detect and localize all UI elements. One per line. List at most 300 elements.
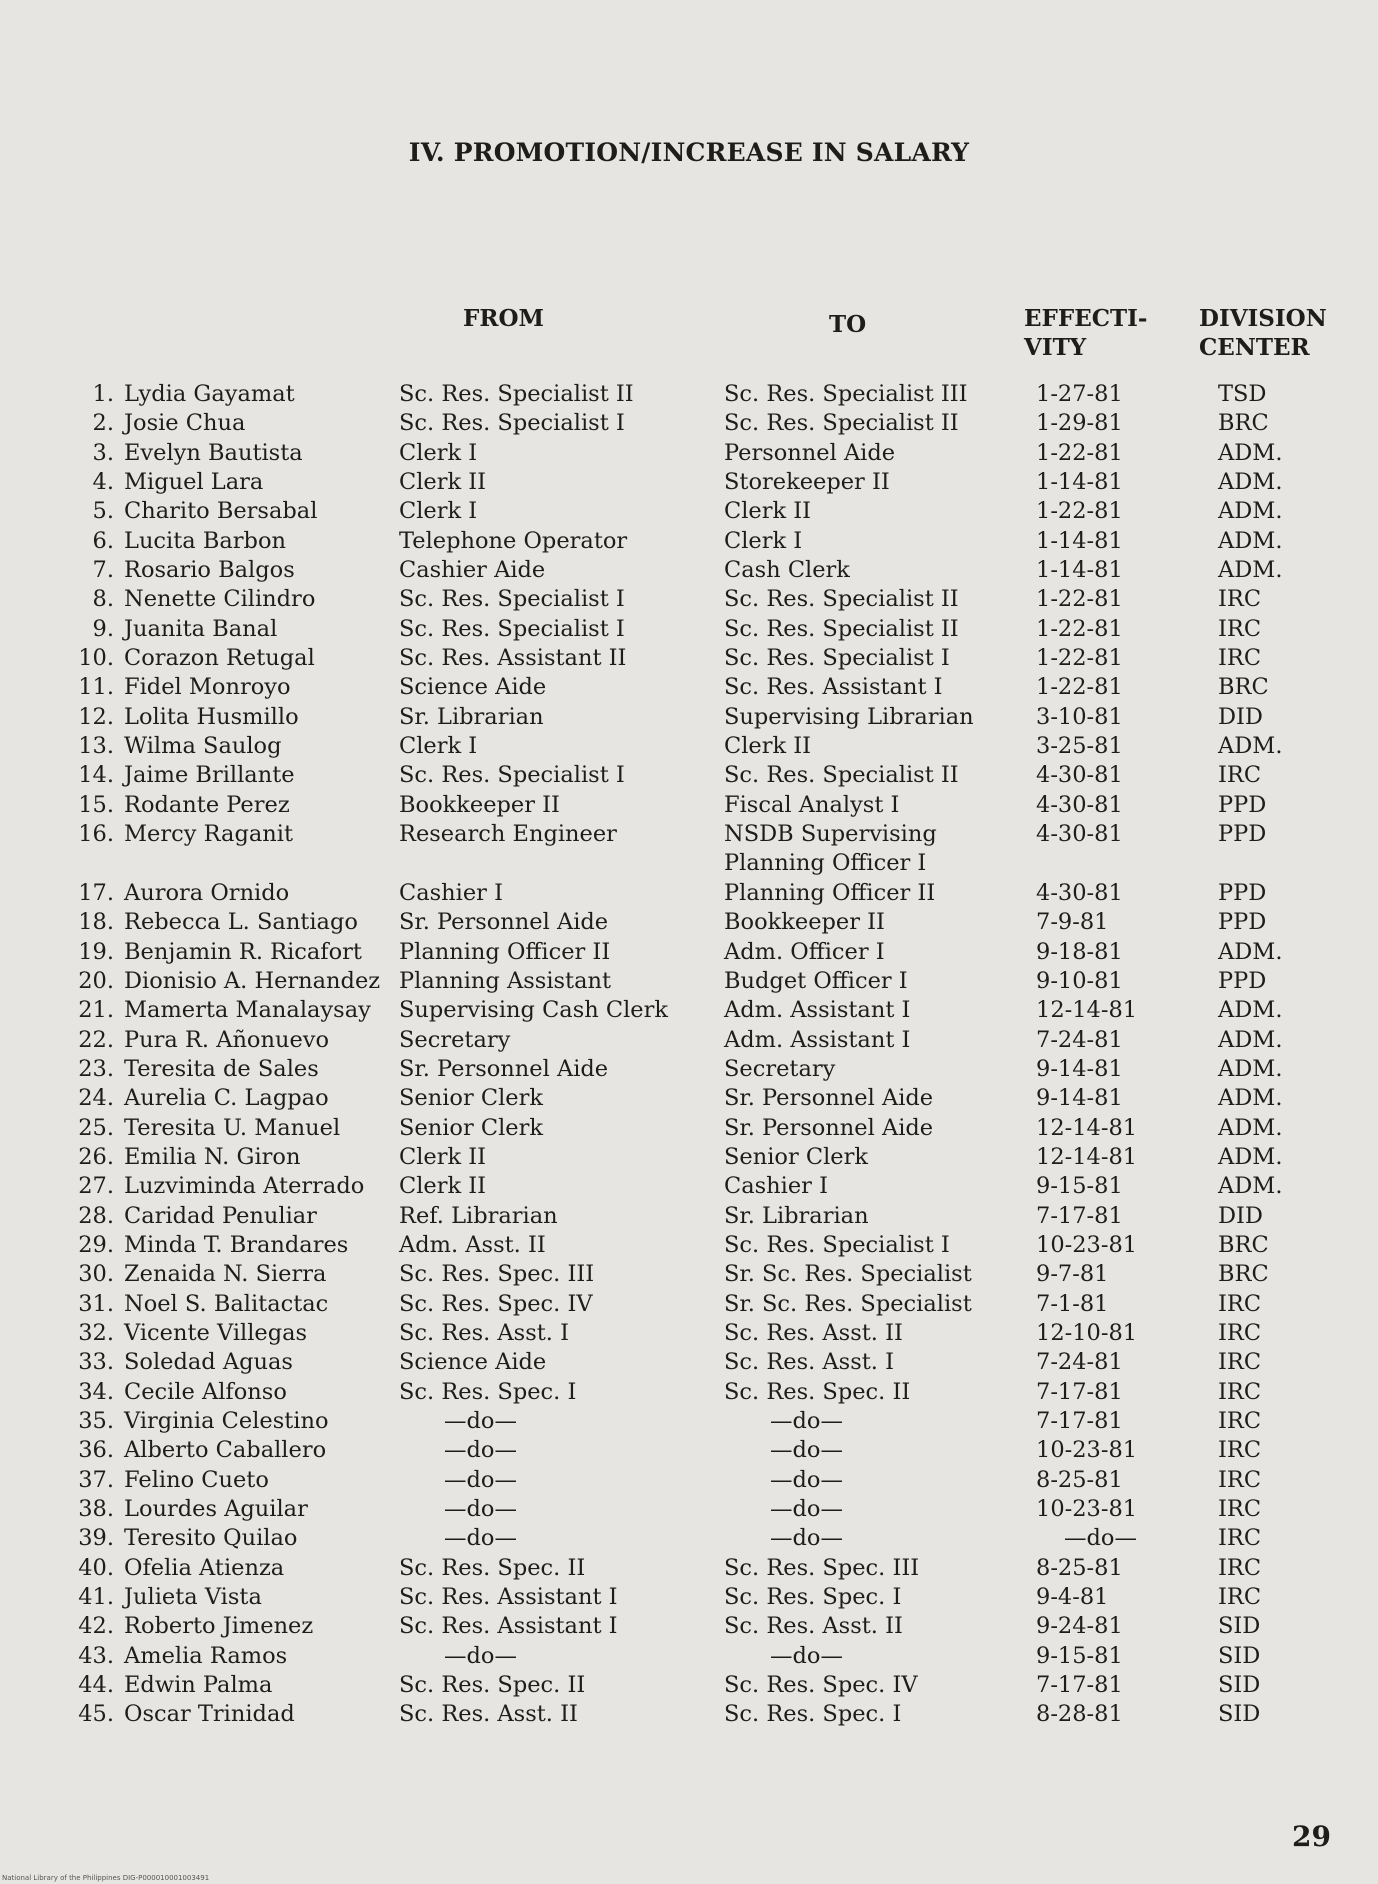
from-position: Sc. Res. Assistant I: [399, 1584, 618, 1611]
row-number: 37.: [78, 1466, 114, 1493]
employee-name: Rosario Balgos: [124, 557, 295, 584]
from-position: —do—: [444, 1525, 517, 1552]
table-row: [0, 1026, 1378, 1055]
effectivity-date: 4-30-81: [1036, 821, 1123, 848]
table-row: [0, 820, 1378, 879]
from-position: Clerk I: [399, 733, 478, 760]
table-row: [0, 1231, 1378, 1260]
to-position: Sr. Librarian: [724, 1202, 869, 1229]
employee-name: Benjamin R. Ricafort: [124, 938, 362, 965]
division-center: PPD: [1218, 909, 1267, 936]
from-position: Supervising Cash Clerk: [399, 997, 669, 1024]
to-position: Secretary: [724, 1055, 836, 1082]
effectivity-date: 7-1-81: [1036, 1290, 1109, 1317]
effectivity-date: 9-15-81: [1036, 1642, 1123, 1669]
column-header-division-line2: CENTER: [1199, 334, 1310, 361]
row-number: 14.: [78, 762, 114, 789]
row-number: 23.: [78, 1055, 114, 1082]
column-header-effectivity: [1024, 304, 1147, 362]
division-center: ADM.: [1218, 1055, 1283, 1082]
employee-name: Juanita Banal: [124, 615, 278, 642]
from-position: Clerk II: [399, 469, 487, 496]
table-row: [0, 1495, 1378, 1524]
from-position: Sc. Res. Asst. II: [399, 1701, 578, 1728]
column-header-effectivity-line1: EFFECTI-: [1024, 305, 1148, 332]
table-row: [0, 556, 1378, 585]
division-center: BRC: [1218, 1261, 1269, 1288]
division-center: IRC: [1218, 1466, 1262, 1493]
employee-name: Dionisio A. Hernandez: [124, 967, 381, 994]
table-row: [0, 1348, 1378, 1377]
employee-name: Lydia Gayamat: [124, 381, 295, 407]
table-row: [0, 1202, 1378, 1231]
division-center: ADM.: [1218, 557, 1283, 584]
from-position: Sc. Res. Spec. I: [399, 1378, 577, 1405]
table-row: [0, 1055, 1378, 1084]
division-center: IRC: [1218, 1496, 1262, 1523]
to-position: Sr. Sc. Res. Specialist: [724, 1261, 972, 1288]
effectivity-date: 1-14-81: [1036, 557, 1123, 584]
effectivity-date: 12-14-81: [1036, 1143, 1138, 1170]
table-row: [0, 732, 1378, 761]
to-position: —do—: [770, 1642, 843, 1669]
to-position: Sc. Res. Specialist I: [724, 1231, 950, 1258]
effectivity-date: 1-14-81: [1036, 527, 1123, 554]
division-center: SID: [1218, 1613, 1261, 1640]
effectivity-date: 3-10-81: [1036, 703, 1123, 730]
division-center: SID: [1218, 1672, 1261, 1699]
to-position: Sc. Res. Spec. I: [724, 1584, 902, 1611]
effectivity-date: 7-17-81: [1036, 1202, 1123, 1229]
row-number: 21.: [78, 997, 114, 1024]
row-number: 7.: [92, 557, 114, 584]
employee-name: Soledad Aguas: [124, 1349, 293, 1376]
effectivity-date: 7-17-81: [1036, 1378, 1123, 1405]
row-number: 17.: [78, 879, 114, 906]
from-position: Cashier I: [399, 879, 503, 906]
from-position: Sc. Res. Specialist I: [399, 615, 625, 642]
column-header-to: TO: [829, 311, 867, 338]
table-row: [0, 791, 1378, 820]
from-position: —do—: [444, 1496, 517, 1523]
to-position: Clerk II: [724, 733, 812, 760]
from-position: Senior Clerk: [399, 1085, 543, 1112]
division-center: IRC: [1218, 1408, 1262, 1435]
division-center: IRC: [1218, 615, 1262, 642]
from-position: Telephone Operator: [399, 527, 628, 554]
effectivity-date: 1-22-81: [1036, 645, 1123, 672]
employee-name: Noel S. Balitactac: [124, 1290, 329, 1317]
from-position: Ref. Librarian: [399, 1202, 558, 1229]
row-number: 39.: [78, 1525, 114, 1552]
effectivity-date: 7-24-81: [1036, 1026, 1123, 1053]
employee-name: Aurelia C. Lagpao: [124, 1085, 329, 1112]
to-position: Sc. Res. Specialist II: [724, 615, 959, 642]
to-position: Fiscal Analyst I: [724, 791, 900, 818]
footer-note: National Library of the Philippines DIG-P000010001003491: [2, 1874, 210, 1882]
division-center: PPD: [1218, 879, 1267, 906]
from-position: Sc. Res. Specialist I: [399, 410, 625, 437]
table-row: [0, 1524, 1378, 1553]
from-position: —do—: [444, 1408, 517, 1435]
table-row: [0, 1260, 1378, 1289]
effectivity-date: 10-23-81: [1036, 1231, 1138, 1258]
from-position: Sr. Personnel Aide: [399, 1055, 609, 1082]
employee-name: Luzviminda Aterrado: [124, 1173, 365, 1200]
from-position: Research Engineer: [399, 821, 617, 848]
table-row: [0, 497, 1378, 526]
effectivity-date: 4-30-81: [1036, 791, 1123, 818]
employee-name: Lucita Barbon: [124, 527, 286, 554]
table-row: [0, 1378, 1378, 1407]
to-position: —do—: [770, 1408, 843, 1435]
effectivity-date: 7-24-81: [1036, 1349, 1123, 1376]
employee-name: Rodante Perez: [124, 791, 290, 818]
to-position-line2: Planning Officer I: [724, 850, 927, 877]
table-row: [0, 1290, 1378, 1319]
employee-name: Lourdes Aguilar: [124, 1496, 308, 1523]
from-position: Sc. Res. Assistant II: [399, 645, 627, 672]
effectivity-date: 7-17-81: [1036, 1408, 1123, 1435]
effectivity-date: 1-27-81: [1036, 381, 1123, 407]
division-center: ADM.: [1218, 527, 1283, 554]
employee-name: Teresito Quilao: [124, 1525, 298, 1552]
from-position: Sc. Res. Spec. IV: [399, 1290, 593, 1317]
effectivity-date: 7-9-81: [1036, 909, 1109, 936]
employee-name: Pura R. Añonuevo: [124, 1026, 330, 1053]
division-center: ADM.: [1218, 1085, 1283, 1112]
employee-name: Cecile Alfonso: [124, 1378, 287, 1405]
employee-name: Vicente Villegas: [124, 1320, 308, 1346]
division-center: ADM.: [1218, 938, 1283, 965]
employee-name: Rebecca L. Santiago: [124, 909, 358, 936]
to-position: Cashier I: [724, 1173, 828, 1200]
effectivity-date: 9-24-81: [1036, 1613, 1123, 1640]
to-position: Adm. Assistant I: [724, 1026, 911, 1053]
page-title: IV. PROMOTION/INCREASE IN SALARY: [408, 138, 970, 167]
division-center: ADM.: [1218, 498, 1283, 525]
table-row: [0, 908, 1378, 937]
to-position: Sc. Res. Specialist II: [724, 762, 959, 789]
from-position: Secretary: [399, 1026, 511, 1053]
effectivity-date: 9-14-81: [1036, 1055, 1123, 1082]
row-number: 42.: [78, 1613, 114, 1640]
row-number: 25.: [78, 1114, 114, 1141]
to-position: Sc. Res. Specialist II: [724, 410, 959, 437]
effectivity-date: 3-25-81: [1036, 733, 1123, 760]
effectivity-date: 4-30-81: [1036, 762, 1123, 789]
to-position: Sc. Res. Spec. I: [724, 1701, 902, 1728]
promotion-list: [0, 380, 1378, 1730]
from-position: Sc. Res. Specialist I: [399, 586, 625, 613]
from-position: Adm. Asst. II: [399, 1231, 546, 1258]
effectivity-date: 1-22-81: [1036, 674, 1123, 701]
employee-name: Wilma Saulog: [124, 733, 282, 760]
division-center: IRC: [1218, 1584, 1262, 1611]
employee-name: Teresita de Sales: [124, 1055, 319, 1082]
to-position: Sr. Personnel Aide: [724, 1085, 934, 1112]
from-position: Sc. Res. Specialist I: [399, 762, 625, 789]
row-number: 29.: [78, 1231, 114, 1258]
to-position: Adm. Assistant I: [724, 997, 911, 1024]
to-position: Storekeeper II: [724, 469, 890, 496]
row-number: 33.: [78, 1349, 114, 1376]
from-position: Science Aide: [399, 1349, 547, 1376]
to-position: [724, 820, 937, 878]
employee-name: Ofelia Atienza: [124, 1554, 285, 1581]
row-number: 36.: [78, 1437, 114, 1464]
row-number: 16.: [78, 821, 114, 848]
to-position: Sc. Res. Assistant I: [724, 674, 943, 701]
to-position: Sc. Res. Spec. III: [724, 1554, 920, 1581]
employee-name: Caridad Penuliar: [124, 1202, 317, 1229]
row-number: 22.: [78, 1026, 114, 1053]
effectivity-date: 8-25-81: [1036, 1466, 1123, 1493]
from-position: —do—: [444, 1437, 517, 1464]
row-number: 18.: [78, 909, 114, 936]
division-center: PPD: [1218, 821, 1267, 848]
division-center: IRC: [1218, 762, 1262, 789]
table-row: [0, 585, 1378, 614]
table-row: [0, 996, 1378, 1025]
row-number: 12.: [78, 703, 114, 730]
row-number: 20.: [78, 967, 114, 994]
employee-name: Miguel Lara: [124, 469, 264, 496]
from-position: Senior Clerk: [399, 1114, 543, 1141]
effectivity-date: 9-18-81: [1036, 938, 1123, 965]
from-position: Bookkeeper II: [399, 791, 560, 818]
row-number: 43.: [78, 1642, 114, 1669]
to-position: Senior Clerk: [724, 1143, 868, 1170]
effectivity-date: 1-22-81: [1036, 439, 1123, 466]
division-center: DID: [1218, 1202, 1263, 1229]
division-center: ADM.: [1218, 1173, 1283, 1200]
division-center: BRC: [1218, 674, 1269, 701]
column-header-division: [1199, 304, 1327, 362]
table-row: [0, 1172, 1378, 1201]
row-number: 3.: [92, 439, 114, 466]
from-position: Sc. Res. Spec. II: [399, 1672, 586, 1699]
table-row: [0, 468, 1378, 497]
row-number: 19.: [78, 938, 114, 965]
employee-name: Felino Cueto: [124, 1466, 269, 1493]
table-row: [0, 380, 1378, 409]
division-center: ADM.: [1218, 733, 1283, 760]
table-row: [0, 1700, 1378, 1729]
row-number: 44.: [78, 1672, 114, 1699]
to-position: Planning Officer II: [724, 879, 936, 906]
division-center: ADM.: [1218, 1026, 1283, 1053]
employee-name: Mamerta Manalaysay: [124, 997, 371, 1024]
to-position: Cash Clerk: [724, 557, 850, 584]
row-number: 45.: [78, 1701, 114, 1728]
to-position: —do—: [770, 1466, 843, 1493]
row-number: 15.: [78, 791, 114, 818]
from-position: Planning Assistant: [399, 967, 612, 994]
employee-name: Charito Bersabal: [124, 498, 318, 525]
to-position: Sr. Personnel Aide: [724, 1114, 934, 1141]
division-center: ADM.: [1218, 469, 1283, 496]
to-position: Adm. Officer I: [724, 938, 885, 965]
to-position: Sc. Res. Spec. IV: [724, 1672, 918, 1699]
table-row: [0, 1554, 1378, 1583]
effectivity-date: 7-17-81: [1036, 1672, 1123, 1699]
division-center: TSD: [1218, 381, 1267, 407]
division-center: IRC: [1218, 645, 1262, 672]
to-position: —do—: [770, 1496, 843, 1523]
division-center: IRC: [1218, 1349, 1262, 1376]
division-center: IRC: [1218, 1437, 1262, 1464]
table-row: [0, 938, 1378, 967]
effectivity-date: —do—: [1064, 1525, 1137, 1552]
employee-name: Alberto Caballero: [124, 1437, 327, 1464]
division-center: ADM.: [1218, 1114, 1283, 1141]
division-center: IRC: [1218, 1290, 1262, 1317]
from-position: Sc. Res. Specialist II: [399, 381, 634, 407]
to-position: —do—: [770, 1437, 843, 1464]
division-center: ADM.: [1218, 997, 1283, 1024]
row-number: 4.: [92, 469, 114, 496]
table-row: [0, 1114, 1378, 1143]
to-position: Personnel Aide: [724, 439, 896, 466]
division-center: PPD: [1218, 967, 1267, 994]
from-position: Sc. Res. Assistant I: [399, 1613, 618, 1640]
to-position: Sr. Sc. Res. Specialist: [724, 1290, 972, 1317]
employee-name: Virginia Celestino: [124, 1408, 329, 1435]
employee-name: Emilia N. Giron: [124, 1143, 301, 1170]
to-position: Sc. Res. Asst. II: [724, 1613, 903, 1640]
division-center: IRC: [1218, 586, 1262, 613]
row-number: 5.: [92, 498, 114, 525]
effectivity-date: 12-10-81: [1036, 1320, 1138, 1346]
to-position: Clerk II: [724, 498, 812, 525]
row-number: 10.: [78, 645, 114, 672]
effectivity-date: 9-15-81: [1036, 1173, 1123, 1200]
row-number: 6.: [92, 527, 114, 554]
table-row: [0, 527, 1378, 556]
division-center: SID: [1218, 1642, 1261, 1669]
row-number: 41.: [78, 1584, 114, 1611]
to-position: Sc. Res. Asst. II: [724, 1320, 903, 1346]
table-row: [0, 439, 1378, 468]
employee-name: Julieta Vista: [124, 1584, 262, 1611]
employee-name: Evelyn Bautista: [124, 439, 303, 466]
employee-name: Zenaida N. Sierra: [124, 1261, 327, 1288]
division-center: DID: [1218, 703, 1263, 730]
effectivity-date: 1-22-81: [1036, 498, 1123, 525]
employee-name: Minda T. Brandares: [124, 1231, 349, 1258]
table-row: [0, 967, 1378, 996]
to-position: —do—: [770, 1525, 843, 1552]
from-position: Clerk I: [399, 439, 478, 466]
page-number: 29: [1292, 1820, 1331, 1853]
row-number: 2.: [92, 410, 114, 437]
table-row: [0, 761, 1378, 790]
effectivity-date: 1-29-81: [1036, 410, 1123, 437]
employee-name: Corazon Retugal: [124, 645, 315, 672]
division-center: PPD: [1218, 791, 1267, 818]
from-position: Science Aide: [399, 674, 547, 701]
row-number: 34.: [78, 1378, 114, 1405]
effectivity-date: 1-22-81: [1036, 615, 1123, 642]
from-position: Cashier Aide: [399, 557, 546, 584]
table-row: [0, 673, 1378, 702]
column-header-division-line1: DIVISION: [1199, 305, 1327, 332]
division-center: IRC: [1218, 1525, 1262, 1552]
employee-name: Amelia Ramos: [124, 1642, 288, 1669]
row-number: 38.: [78, 1496, 114, 1523]
from-position: Clerk II: [399, 1143, 487, 1170]
effectivity-date: 9-4-81: [1036, 1584, 1109, 1611]
from-position: Sc. Res. Spec. II: [399, 1554, 586, 1581]
table-row: [0, 1084, 1378, 1113]
from-position: Planning Officer II: [399, 938, 611, 965]
division-center: ADM.: [1218, 439, 1283, 466]
row-number: 8.: [92, 586, 114, 613]
to-position: Bookkeeper II: [724, 909, 885, 936]
to-position: Sc. Res. Specialist III: [724, 381, 968, 407]
column-header-effectivity-line2: VITY: [1024, 334, 1087, 361]
division-center: BRC: [1218, 1231, 1269, 1258]
table-row: [0, 1612, 1378, 1641]
division-center: SID: [1218, 1701, 1261, 1728]
row-number: 40.: [78, 1554, 114, 1581]
table-row: [0, 1143, 1378, 1172]
employee-name: Teresita U. Manuel: [124, 1114, 341, 1141]
division-center: IRC: [1218, 1554, 1262, 1581]
row-number: 35.: [78, 1408, 114, 1435]
to-position: Clerk I: [724, 527, 803, 554]
from-position: Clerk I: [399, 498, 478, 525]
division-center: BRC: [1218, 410, 1269, 437]
to-position: Sc. Res. Asst. I: [724, 1349, 895, 1376]
from-position: Clerk II: [399, 1173, 487, 1200]
table-row: [0, 615, 1378, 644]
division-center: IRC: [1218, 1378, 1262, 1405]
employee-name: Aurora Ornido: [124, 879, 290, 906]
division-center: ADM.: [1218, 1143, 1283, 1170]
to-position: Sc. Res. Spec. II: [724, 1378, 911, 1405]
row-number: 32.: [78, 1320, 114, 1346]
row-number: 31.: [78, 1290, 114, 1317]
table-row: [0, 1436, 1378, 1465]
effectivity-date: 12-14-81: [1036, 997, 1138, 1024]
row-number: 30.: [78, 1261, 114, 1288]
from-position: —do—: [444, 1642, 517, 1669]
effectivity-date: 10-23-81: [1036, 1496, 1138, 1523]
row-number: 13.: [78, 733, 114, 760]
row-number: 28.: [78, 1202, 114, 1229]
effectivity-date: 9-14-81: [1036, 1085, 1123, 1112]
effectivity-date: 4-30-81: [1036, 879, 1123, 906]
employee-name: Fidel Monroyo: [124, 674, 291, 701]
effectivity-date: 12-14-81: [1036, 1114, 1138, 1141]
effectivity-date: 8-25-81: [1036, 1554, 1123, 1581]
effectivity-date: 1-14-81: [1036, 469, 1123, 496]
table-row: [0, 1407, 1378, 1436]
from-position: Sr. Personnel Aide: [399, 909, 609, 936]
employee-name: Oscar Trinidad: [124, 1701, 295, 1728]
from-position: Sc. Res. Asst. I: [399, 1320, 570, 1346]
effectivity-date: 1-22-81: [1036, 586, 1123, 613]
to-position: Budget Officer I: [724, 967, 908, 994]
effectivity-date: 10-23-81: [1036, 1437, 1138, 1464]
from-position: Sc. Res. Spec. III: [399, 1261, 595, 1288]
table-row: [0, 1319, 1378, 1348]
division-center: IRC: [1218, 1320, 1262, 1346]
employee-name: Nenette Cilindro: [124, 586, 316, 613]
row-number: 1.: [92, 381, 114, 407]
